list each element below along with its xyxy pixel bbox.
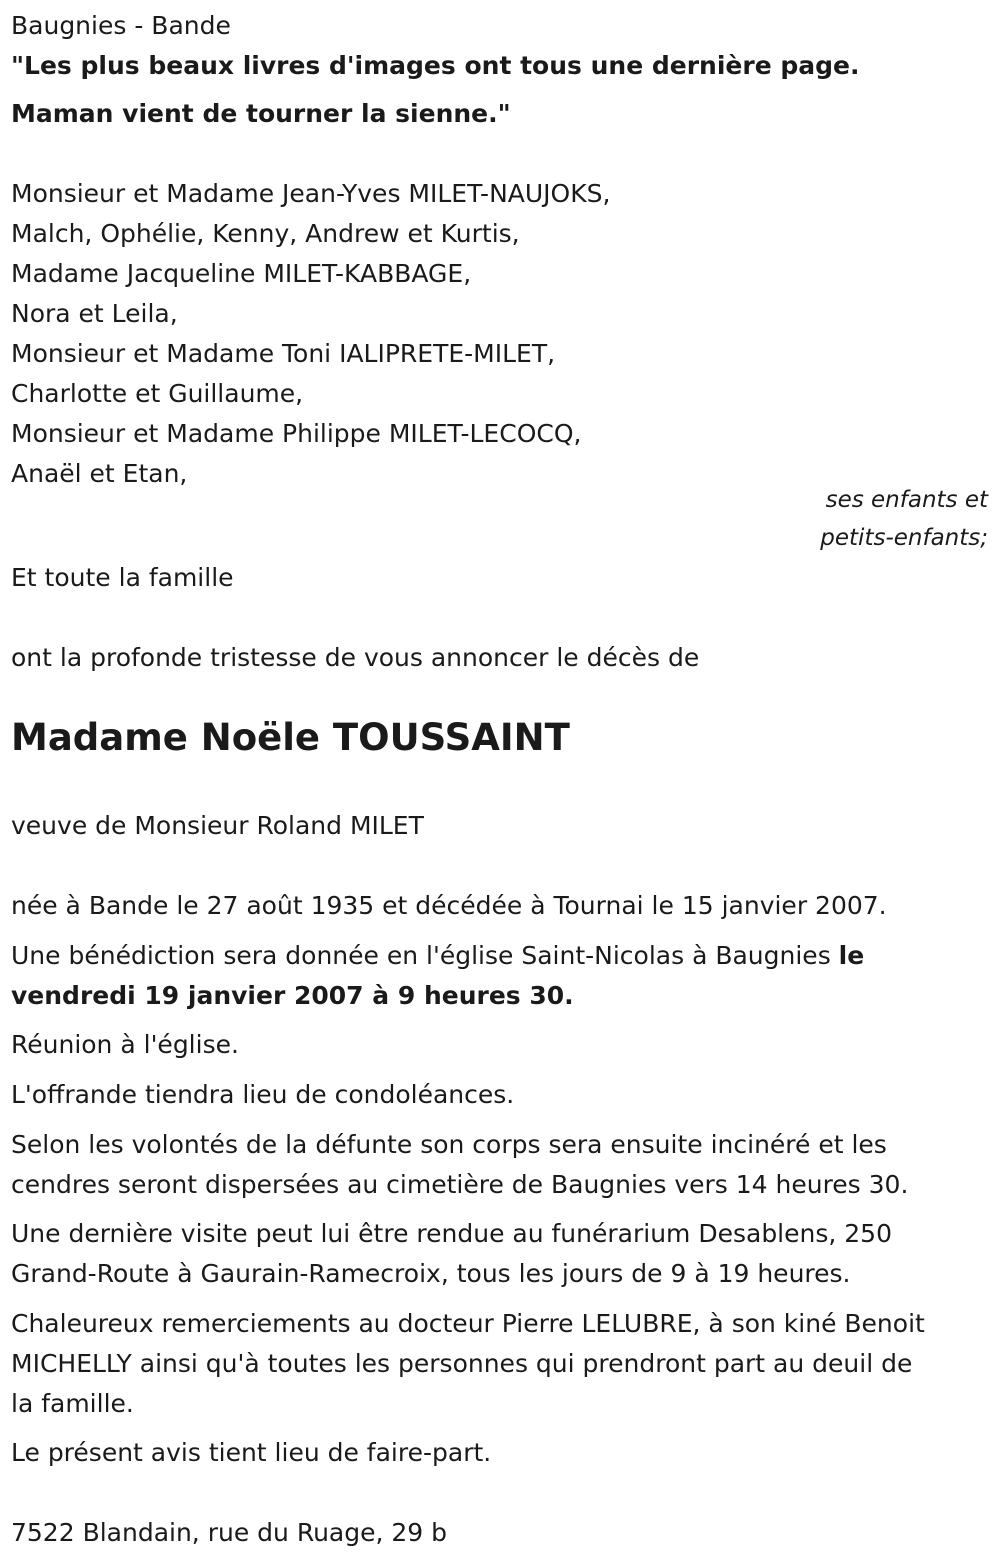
relation-line-2: petits-enfants; [820,525,988,551]
cremation-line-1: Selon les volontés de la défunte son corps sera ensuite incinéré et les [11,1130,887,1159]
whole-family-line: Et toute la famille [11,563,234,592]
ceremony-date-part-1: le [838,941,865,970]
ceremony-text: Une bénédiction sera donnée en l'église Saint-Nicolas à Baugnies [11,941,839,970]
quote-line-2: Maman vient de tourner la sienne." [11,99,511,128]
offering-line: L'offrande tiendra lieu de condoléances. [11,1080,515,1109]
visit-line-2: Grand-Route à Gaurain-Ramecroix, tous les jours de 9 à 19 heures. [11,1259,851,1288]
cremation-line-2: cendres seront dispersées au cimetière de Baugnies vers 14 heures 30. [11,1170,909,1199]
birth-death-line: née à Bande le 27 août 1935 et décédée à Tournai le 15 janvier 2007. [11,891,887,920]
family-line-3: Madame Jacqueline MILET-KABBAGE, [11,259,472,288]
family-line-4: Nora et Leila, [11,299,178,328]
notice-line: Le présent avis tient lieu de faire-part. [11,1438,492,1467]
widow-line: veuve de Monsieur Roland MILET [11,811,424,840]
family-line-8: Anaël et Etan, [11,459,188,488]
location-line: Baugnies - Bande [11,11,231,40]
announcement-intro: ont la profonde tristesse de vous annoncer le décès de [11,643,700,672]
family-line-1: Monsieur et Madame Jean-Yves MILET-NAUJOKS, [11,179,611,208]
quote-line-1: "Les plus beaux livres d'images ont tous une dernière page. [11,51,860,80]
deceased-name: Madame Noële TOUSSAINT [11,716,570,759]
visit-line-1: Une dernière visite peut lui être rendue au funérarium Desablens, 250 [11,1219,892,1248]
family-line-5: Monsieur et Madame Toni IALIPRETE-MILET, [11,339,556,368]
thanks-line-3: la famille. [11,1389,134,1418]
family-line-6: Charlotte et Guillaume, [11,379,304,408]
meeting-line: Réunion à l'église. [11,1030,239,1059]
ceremony-line-1 [11,936,864,976]
ceremony-date-line: vendredi 19 janvier 2007 à 9 heures 30. [11,981,574,1010]
relation-line-1: ses enfants et [825,487,988,513]
thanks-line-2: MICHELLY ainsi qu'à toutes les personnes qui prendront part au deuil de [11,1349,913,1378]
thanks-line-1: Chaleureux remerciements au docteur Pierre LELUBRE, à son kiné Benoit [11,1309,925,1338]
address-line: 7522 Blandain, rue du Ruage, 29 b [11,1518,447,1547]
family-line-7: Monsieur et Madame Philippe MILET-LECOCQ, [11,419,582,448]
family-line-2: Malch, Ophélie, Kenny, Andrew et Kurtis, [11,219,520,248]
